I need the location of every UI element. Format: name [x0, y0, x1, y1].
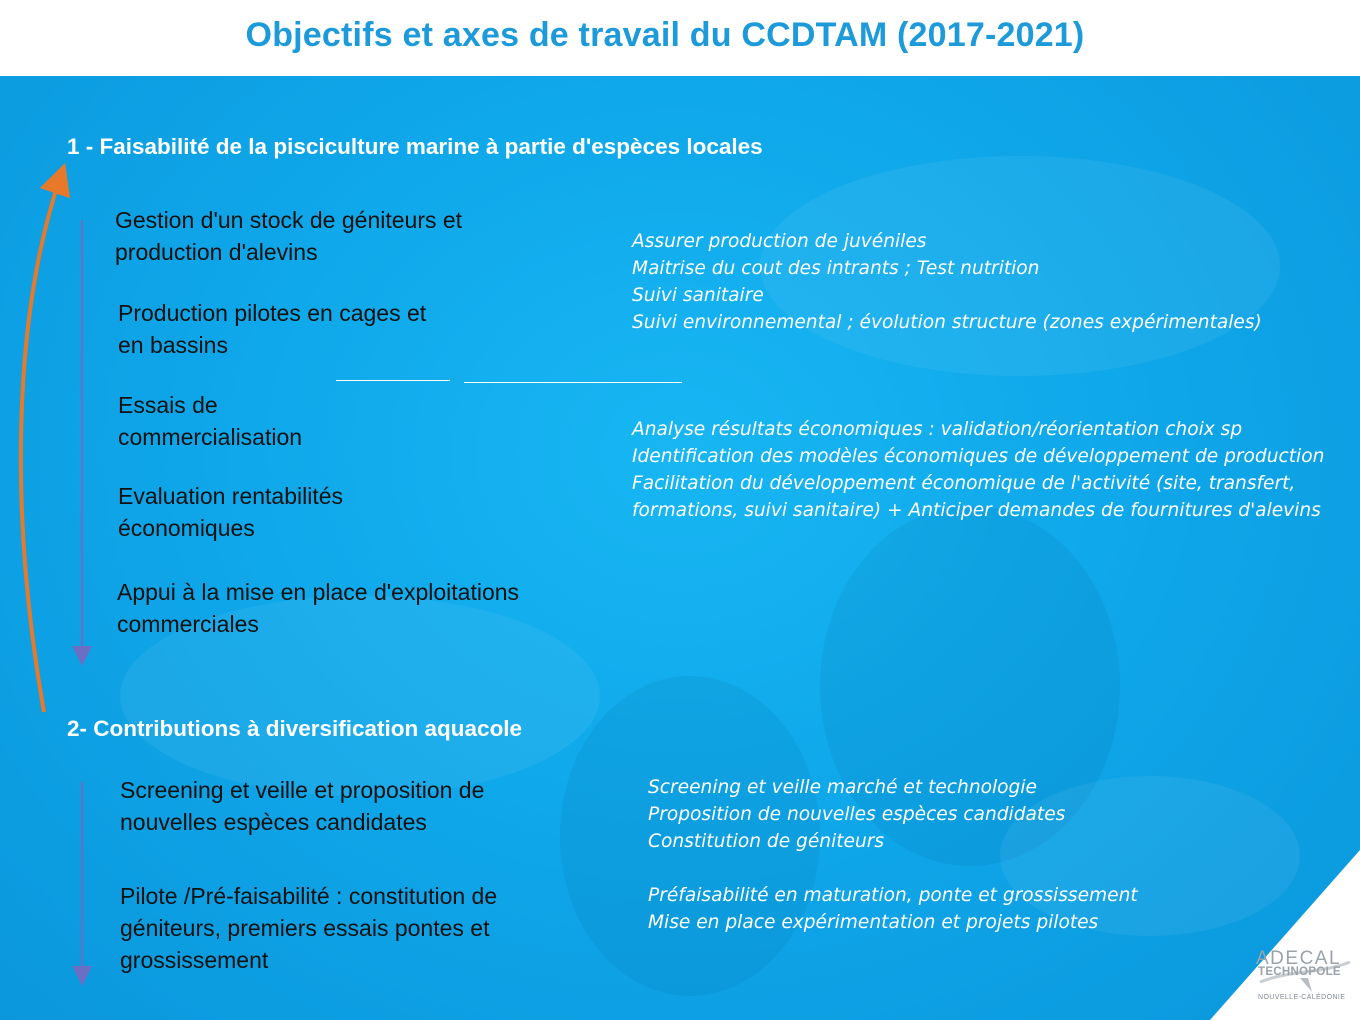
step-profitability: Evaluation rentabilités économiques	[118, 483, 344, 541]
step-commercialisation: Essais de commercialisation	[118, 392, 303, 450]
step-screening: Screening et veille et proposition de nouvelles espèces candidates	[120, 777, 485, 835]
logo-subtitle: TECHNOPOLE	[1258, 966, 1341, 978]
step-broodstock: Gestion d'un stock de géniteurs et production d'alevins	[115, 207, 463, 265]
section2-heading: 2- Contributions à diversification aquacole	[67, 716, 523, 741]
section1-heading: 1 - Faisabilité de la pisciculture marine à partie d'espèces locales	[67, 134, 763, 159]
step-farm-support: Appui à la mise en place d'exploitations commerciales	[117, 579, 520, 637]
logo-footer: NOUVELLE-CALÉDONIE	[1258, 994, 1346, 1001]
divider-line	[336, 380, 450, 381]
section1-notes-production: Assurer production de juvéniles Maitrise du cout des intrants ; Test nutrition Suivi sanitaire Suivi environnemental ; évolution structure (zones expérimentales)	[632, 231, 1262, 333]
section1-notes-economics: Analyse résultats économiques : validation/réorientation choix sp Identification des modèles économiques de développement de production Facilitation du développement économique de l'activité (site, transfert, formations, suivi sanitaire) + Anticiper demandes de fournitures d'alevins	[632, 419, 1325, 521]
section2-notes-screening: Screening et veille marché et technologie Proposition de nouvelles espèces candidates Constitution de géniteurs	[648, 777, 1066, 852]
section2-notes-pilot: Préfaisabilité en maturation, ponte et grossissement Mise en place expérimentation et projets pilotes	[648, 885, 1138, 933]
step-pre-feasibility: Pilote /Pré-faisabilité : constitution de géniteurs, premiers essais pontes et grossissement	[120, 883, 498, 973]
step-pilot-production: Production pilotes en cages et en bassins	[118, 300, 427, 358]
feedback-curved-arrow	[21, 178, 60, 712]
slide-title: Objectifs et axes de travail du CCDTAM (2017-2021)	[245, 16, 1085, 54]
adecal-logo	[1250, 948, 1360, 1018]
logo-name: ADECAL	[1256, 948, 1342, 969]
divider-line	[464, 382, 682, 383]
